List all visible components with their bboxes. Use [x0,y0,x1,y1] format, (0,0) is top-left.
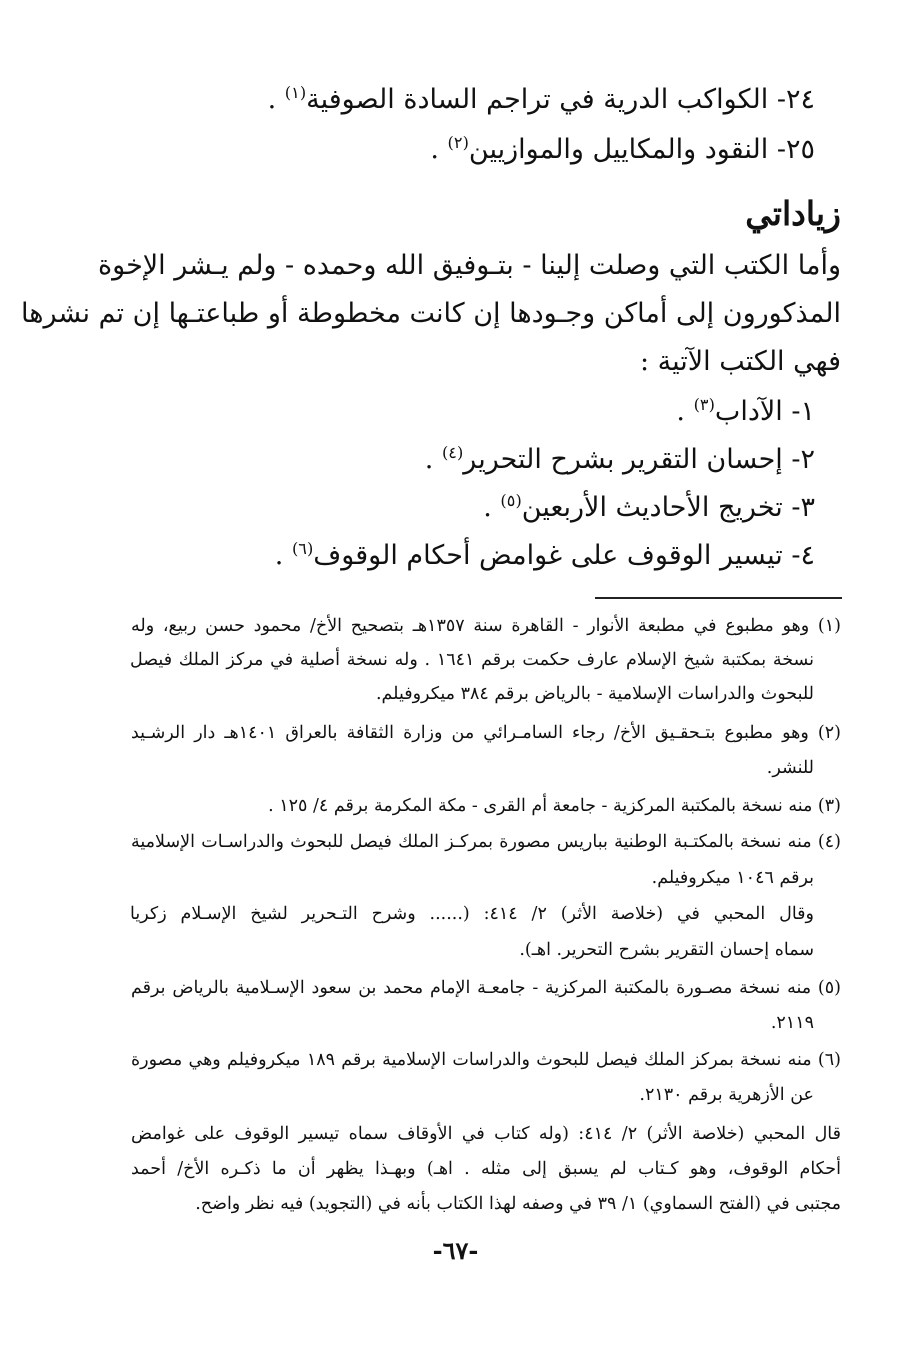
footnote-line: نسخة بمكتبة شيخ الإسلام عارف حكمت برقم ١٦٤١ . وله نسخة أصلية في مركز الملك فيصل [130,650,815,670]
section-heading: زياداتي [745,194,841,233]
footnote-ref: (٦) [291,539,314,558]
item-number: ٣- [791,492,815,523]
footnote-line: للبحوث والدراسات الإسلامية - بالرياض برقم ٣٨٤ ميكروفيلم. [375,684,814,704]
footnote-line: (١) وهو مطبوع في مطبعة الأنوار - القاهرة سنة ١٣٥٧هـ بتصحيح الأخ/ محمود حسن ربيع، وله [131,616,841,636]
paragraph-line: فهي الكتب الآتية : [639,346,841,377]
list-item [483,492,815,523]
list-item [676,396,815,427]
item-title: إحسان التقرير بشرح التحرير [463,444,783,475]
footnote-ref: (٤) [441,443,464,462]
item-title: تيسير الوقوف على غوامض أحكام الوقوف [313,540,783,571]
item-number: ٢٤- [776,84,815,115]
footnote-ref: (٢) [447,133,469,152]
list-item [268,84,815,115]
footnote-ref: (١) [284,83,307,102]
list-item [430,134,815,165]
list-item [425,444,815,475]
paragraph-line: وأما الكتب التي وصلت إلينا - بتـوفيق الله وحمده - ولم يـشر الإخوة [97,250,841,281]
item-end: . [430,134,439,165]
footnote-line: سماه إحسان التقرير بشرح التحرير. اهـ). [519,940,814,960]
item-title: الكواكب الدرية في تراجم السادة الصوفية [306,84,769,115]
footnote-ref: (٣) [693,395,715,414]
item-title: النقود والمكاييل والموازيين [468,134,769,165]
footnote-line: عن الأزهرية برقم ٢١٣٠. [639,1085,814,1105]
item-title: تخريج الأحاديث الأربعين [521,492,783,523]
footnote-separator [595,597,842,599]
footnote-line: ٢١١٩. [770,1013,814,1033]
footnote-line: (٥) منه نسخة مصـورة بالمكتبة المركزية - جامعـة الإمام محمد بن سعود الإسـلامية بالرياض برقم [131,978,841,998]
item-end: . [274,540,284,571]
footnote-line: (٤) منه نسخة بالمكتـبة الوطنية بباريس مصورة بمركـز الملك فيصل للبحوث والدراسـات الإسلامية [131,832,841,852]
footnote-line: وقال المحبي في (خلاصة الأثر) ٢/ ٤١٤: (...... وشرح التـحرير لشيخ الإسـلام زكريا [130,904,814,924]
footnote-line: أحكام الوقوف، وهو كـتاب لم يسبق إلى مثله . اهـ) وبهـذا يظهر أن ما ذكـره الأخ/ أحمد [131,1159,841,1179]
item-number: ٢٥- [776,134,815,165]
item-title: الآداب [714,396,783,427]
item-end: . [267,84,277,115]
footnote-line: (٦) منه نسخة بمركز الملك فيصل للبحوث والدراسات الإسلامية برقم ١٨٩ ميكروفيلم وهي مصورة [131,1050,841,1070]
footnote-ref: (٥) [500,491,522,510]
footnote-line: (٣) منه نسخة بالمكتبة المركزية - جامعة أم القرى - مكة المكرمة برقم ٤/ ١٢٥ . [268,796,841,816]
item-number: ٤- [791,540,815,571]
footnote-line: (٢) وهو مطبوع بتـحقـيق الأخ/ رجاء السامـرائي من وزارة الثقافة بالعراق ١٤٠١هـ دار الرشـيد [131,723,841,743]
footnote-line: للنشر. [766,758,814,778]
footnote-line: مجتبى في (الفتح السماوي) ١/ ٣٩ في وصفه لهذا الكتاب بأنه في (التجويد) فيه نظر واضح. [195,1194,841,1214]
paragraph-line: المذكورون إلى أماكن وجـودها إن كانت مخطوطة أو طباعتـها إن تم نشرها [21,298,841,329]
footnote-line: برقم ١٠٤٦ ميكروفيلم. [651,868,814,888]
item-end: . [483,492,492,523]
item-number: ٢- [791,444,815,475]
list-item [275,540,815,571]
page-number: -٦٧- [432,1236,479,1265]
footnote-line: قال المحبي (خلاصة الأثر) ٢/ ٤١٤: (وله كتاب في الأوقاف سماه تيسير الوقوف على غوامض [131,1124,841,1144]
item-end: . [676,396,685,427]
item-number: ١- [791,396,815,427]
item-end: . [424,444,434,475]
